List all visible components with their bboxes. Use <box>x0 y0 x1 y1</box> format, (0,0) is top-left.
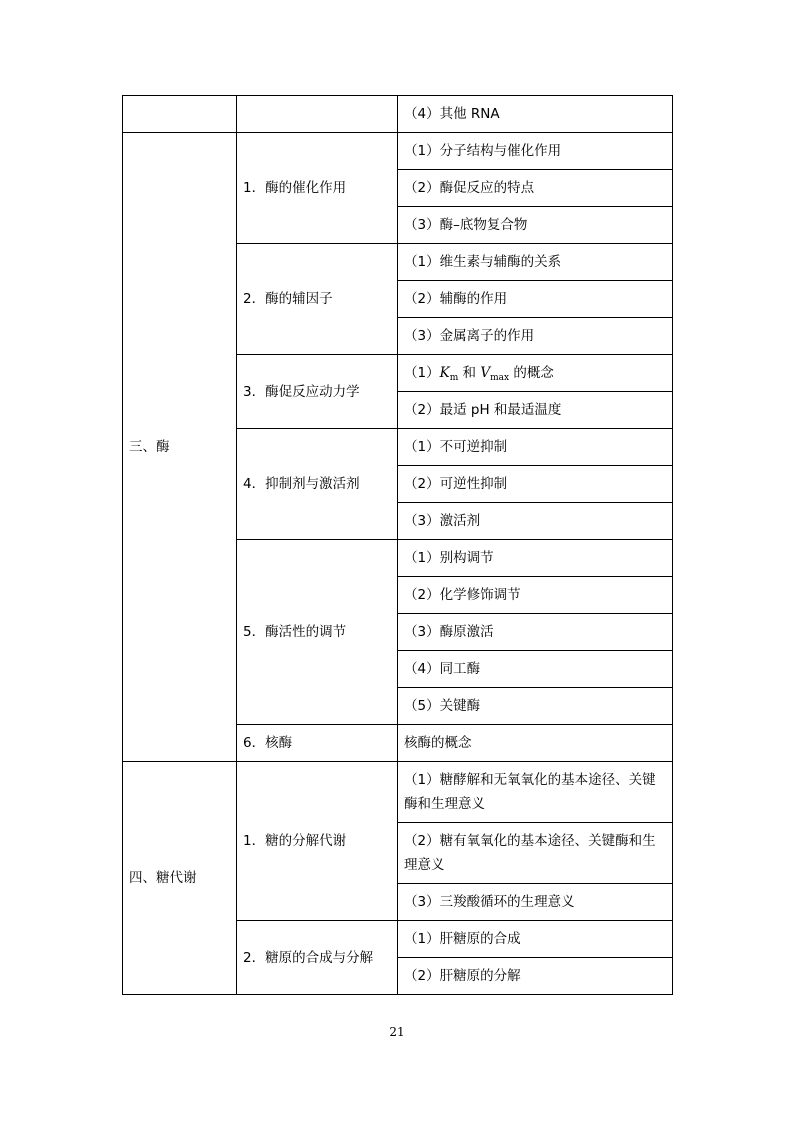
item-cell: （1）别构调节 <box>398 540 673 577</box>
item-cell: （2）酶促反应的特点 <box>398 170 673 207</box>
km-subscript: m <box>449 373 459 383</box>
concept-text: 的概念 <box>509 365 554 381</box>
item-cell: （2）肝糖原的分解 <box>398 958 673 995</box>
item-cell: （4）其他 RNA <box>398 96 673 133</box>
item-cell: （3）酶原激活 <box>398 614 673 651</box>
topic-cofactors: 2．酶的辅因子 <box>237 244 398 355</box>
table-row <box>123 133 673 170</box>
item-cell: （2）可逆性抑制 <box>398 466 673 503</box>
item-cell: （2）糖有氧氧化的基本途径、关键酶和生理意义 <box>398 823 673 884</box>
table-row <box>123 762 673 823</box>
item-cell: （3）酶–底物复合物 <box>398 207 673 244</box>
and-text: 和 <box>458 365 481 381</box>
item-cell: （4）同工酶 <box>398 651 673 688</box>
section-cell <box>123 96 237 133</box>
topic-kinetics: 3．酶促反应动力学 <box>237 355 398 429</box>
item-cell: （2）化学修饰调节 <box>398 577 673 614</box>
item-cell: （3）激活剂 <box>398 503 673 540</box>
item-cell: （1）不可逆抑制 <box>398 429 673 466</box>
item-cell: （5）关键酶 <box>398 688 673 725</box>
page-number: 21 <box>389 1025 405 1039</box>
item-cell: （2）辅酶的作用 <box>398 281 673 318</box>
topic-cell <box>237 96 398 133</box>
item-prefix: （1） <box>404 365 440 381</box>
topic-inhibitors: 4．抑制剂与激活剂 <box>237 429 398 540</box>
vmax-symbol: V <box>480 365 491 381</box>
item-cell: （1）糖酵解和无氧氧化的基本途径、关键酶和生理意义 <box>398 762 673 823</box>
item-cell: （3）三羧酸循环的生理意义 <box>398 884 673 921</box>
km-symbol: K <box>439 365 450 381</box>
topic-regulation: 5．酶活性的调节 <box>237 540 398 725</box>
vmax-subscript: max <box>490 373 510 383</box>
section-sugar-metabolism: 四、糖代谢 <box>123 762 237 995</box>
topic-enzyme-catalysis: 1．酶的催化作用 <box>237 133 398 244</box>
syllabus-table <box>122 95 673 995</box>
item-km-vmax <box>398 355 673 392</box>
topic-glycogen: 2．糖原的合成与分解 <box>237 921 398 995</box>
section-enzyme: 三、酶 <box>123 133 237 762</box>
item-cell: 核酶的概念 <box>398 725 673 762</box>
item-cell: （1）分子结构与催化作用 <box>398 133 673 170</box>
table-row <box>123 96 673 133</box>
topic-catabolism: 1．糖的分解代谢 <box>237 762 398 921</box>
item-cell: （1）维生素与辅酶的关系 <box>398 244 673 281</box>
topic-ribozyme: 6．核酶 <box>237 725 398 762</box>
item-cell: （3）金属离子的作用 <box>398 318 673 355</box>
item-cell: （2）最适 pH 和最适温度 <box>398 392 673 429</box>
item-cell: （1）肝糖原的合成 <box>398 921 673 958</box>
